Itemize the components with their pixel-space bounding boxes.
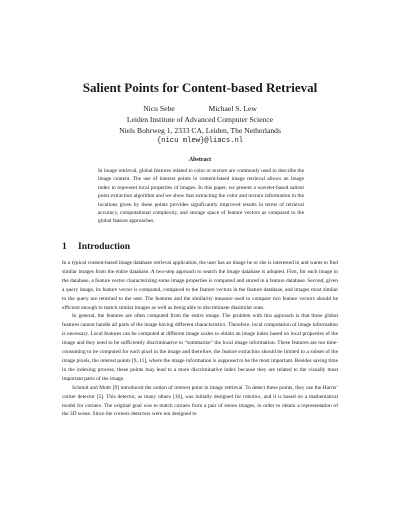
- author-name: Nicu Sebe: [143, 104, 175, 113]
- paper-title: Salient Points for Content-based Retrieval: [82, 80, 318, 95]
- body-text: [62, 259, 338, 419]
- address: Niels Bohrweg 1, 2333 CA, Leiden, The Netherlands: [119, 126, 281, 135]
- abstract-text: In image retrieval, global features related to color or texture are commonly used to describe the image content. The use of interest points in content-based image retrieval allows an image index to represent local properties of images. In this paper, we present a wavelet-based salient point extraction algorithm and we show that extracting the color and texture information in the locations given by these points provides significantly improved results in terms of retrieval accuracy, computational complexity, and storage space of feature vectors as compared to the global feature approaches.: [98, 168, 304, 225]
- section-heading: [62, 241, 130, 253]
- paragraph: In general, the features are often computed from the entire image. The problem with this approach is that these global features cannot handle all parts of the image having different characteristics. Therefore, local computation of image information is necessary. Local features can be computed at different image scales to obtain an image index based on local properties of the image and they need to be sufficiently discriminative to “summarize” the local image information. These features are too time-consuming to be computed for each pixel in the image and therefore, the feature extraction should be limited to a subset of the image pixels, the interest points [9, 11], where the image information is supposed to be the most important. Besides saving time in the indexing process, these points may lead to a more discriminative index because they are related to the visually most important parts of the image.: [62, 313, 338, 382]
- author-block: [0, 103, 400, 147]
- email: {nicu mlew}@liacs.nl: [156, 137, 244, 145]
- abstract-heading: Abstract: [188, 157, 212, 163]
- paragraph: In a typical content-based image database retrieval application, the user has an image he or she is interested in and wants to find similar images from the entire database. A two-step approach to search the image database is adopted. First, for each image in the database, a feature vector characterizing some image properties is computed and stored in a feature database. Second, given a query image, its feature vector is computed, compared to the feature vectors in the feature database, and images most similar to the query are returned to the user. The features and the similarity measure used to compare two feature vectors should be efficient enough to match similar images as well as being able to discriminate dissimilar ones.: [62, 260, 338, 311]
- section-number: 1: [62, 241, 67, 252]
- paragraph: Schmid and Mohr [9] introduced the notion of interest point in image retrieval. To detect these points, they use the Harris’ corner detector [5]. This detector, as many others [10], was initially designed for robotics, and it is based on a mathematical model for corners. The original goal was to match corners from a pair of stereo images, in order to obtain a representation of the 3D scene. Since the corners detectors were not designed to: [62, 384, 338, 418]
- affiliation: Leiden Institute of Advanced Computer Science: [126, 115, 274, 124]
- section-title: Introduction: [78, 241, 131, 252]
- author-name: Michael S. Lew: [208, 104, 257, 113]
- author-names: [0, 103, 400, 114]
